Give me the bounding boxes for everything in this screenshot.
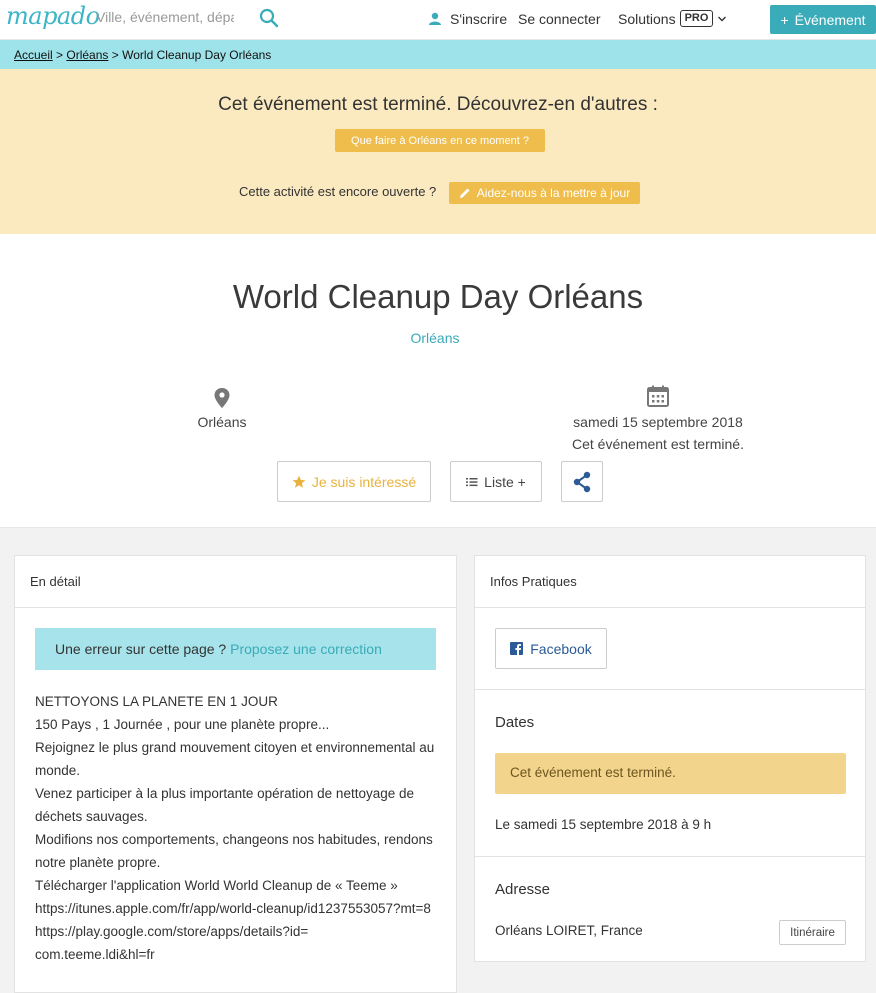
share-icon xyxy=(572,471,592,493)
facebook-button[interactable] xyxy=(495,628,607,669)
infos-card xyxy=(474,555,866,962)
divider xyxy=(475,856,865,857)
mapado-logo[interactable]: mapado xyxy=(6,2,100,30)
list-icon xyxy=(466,477,478,487)
description-line: 150 Pays , 1 Journée , pour une planète propre... xyxy=(35,717,330,732)
discover-button[interactable]: Que faire à Orléans en ce moment ? xyxy=(335,129,545,152)
update-button[interactable] xyxy=(449,182,640,204)
breadcrumb-separator: > xyxy=(111,48,119,62)
interested-button-label: Je suis intéressé xyxy=(311,473,417,490)
description-line: Venez participer à la plus importante opération de nettoyage de déchets sauvages. xyxy=(35,786,415,824)
user-icon xyxy=(428,12,442,26)
breadcrumb-separator: > xyxy=(56,48,64,62)
signup-label: S'inscrire xyxy=(450,11,508,27)
event-date: samedi 15 septembre 2018 xyxy=(573,414,743,430)
solutions-menu[interactable] xyxy=(618,10,727,27)
location-pin-icon xyxy=(214,388,230,408)
event-hero xyxy=(0,234,876,528)
plus-icon: + xyxy=(780,11,789,28)
breadcrumb-current: World Cleanup Day Orléans xyxy=(122,48,272,62)
correction-box xyxy=(35,628,436,670)
description-line: NETTOYONS LA PLANETE EN 1 JOUR xyxy=(35,694,278,709)
description-line: Télécharger l'application World World Cleanup de « Teeme » xyxy=(35,878,398,893)
itinerary-button[interactable]: Itinéraire xyxy=(779,920,846,945)
calendar-icon xyxy=(647,385,669,407)
event-city-link[interactable]: Orléans xyxy=(410,330,460,346)
address-title: Adresse xyxy=(495,881,551,898)
interested-button[interactable] xyxy=(277,461,431,502)
chevron-down-icon xyxy=(717,14,727,24)
add-to-list-button[interactable] xyxy=(450,461,542,502)
search-icon[interactable] xyxy=(259,8,279,28)
list-button-label: Liste + xyxy=(484,473,526,490)
star-icon xyxy=(292,475,306,489)
search-input[interactable] xyxy=(90,6,240,28)
still-open-text: Cette activité est encore ouverte ? xyxy=(239,184,437,199)
event-status: Cet événement est terminé. xyxy=(572,436,744,452)
correction-text: Une erreur sur cette page ? xyxy=(55,641,227,657)
date-line: Le samedi 15 septembre 2018 à 9 h xyxy=(495,817,712,832)
breadcrumb-city[interactable]: Orléans xyxy=(66,48,109,62)
pencil-icon xyxy=(459,187,471,199)
facebook-icon xyxy=(510,642,523,655)
infos-header: Infos Pratiques xyxy=(475,556,865,608)
solutions-label: Solutions xyxy=(618,10,676,27)
event-title: World Cleanup Day Orléans xyxy=(232,278,644,315)
breadcrumb-home[interactable]: Accueil xyxy=(14,48,53,62)
description-link[interactable]: https://play.google.com/store/apps/details?id=com.teeme.ldi&hl=fr xyxy=(35,924,309,962)
description-line: Modifions nos comportements, changeons nos habitudes, rendons notre planète propre. xyxy=(35,832,433,870)
description-line: Rejoignez le plus grand mouvement citoyen et environnemental au monde. xyxy=(35,740,435,778)
add-event-button[interactable] xyxy=(770,5,876,34)
breadcrumb xyxy=(0,40,876,69)
details-card xyxy=(14,555,457,993)
divider xyxy=(475,689,865,690)
banner-title: Cet événement est terminé. Découvrez-en d'autres : xyxy=(218,94,658,115)
top-navbar xyxy=(0,0,876,40)
login-link[interactable]: Se connecter xyxy=(518,11,601,27)
description-link[interactable]: https://itunes.apple.com/fr/app/world-cleanup/id1237553057?mt=8 xyxy=(35,901,431,916)
event-description xyxy=(35,690,445,966)
details-header: En détail xyxy=(15,556,456,608)
share-button[interactable] xyxy=(561,461,603,502)
dates-title: Dates xyxy=(495,714,535,731)
dates-status-box: Cet événement est terminé. xyxy=(495,753,846,794)
signup-link[interactable] xyxy=(428,11,507,27)
address-text: Orléans LOIRET, France xyxy=(495,923,643,938)
correction-link[interactable]: Proposez une correction xyxy=(230,641,382,657)
facebook-label: Facebook xyxy=(530,640,592,657)
event-ended-banner xyxy=(0,69,876,234)
update-button-label: Aidez-nous à la mettre à jour xyxy=(476,186,631,200)
event-location: Orléans xyxy=(197,414,247,430)
pro-badge: PRO xyxy=(680,10,714,27)
add-event-label: Événement xyxy=(794,11,866,28)
